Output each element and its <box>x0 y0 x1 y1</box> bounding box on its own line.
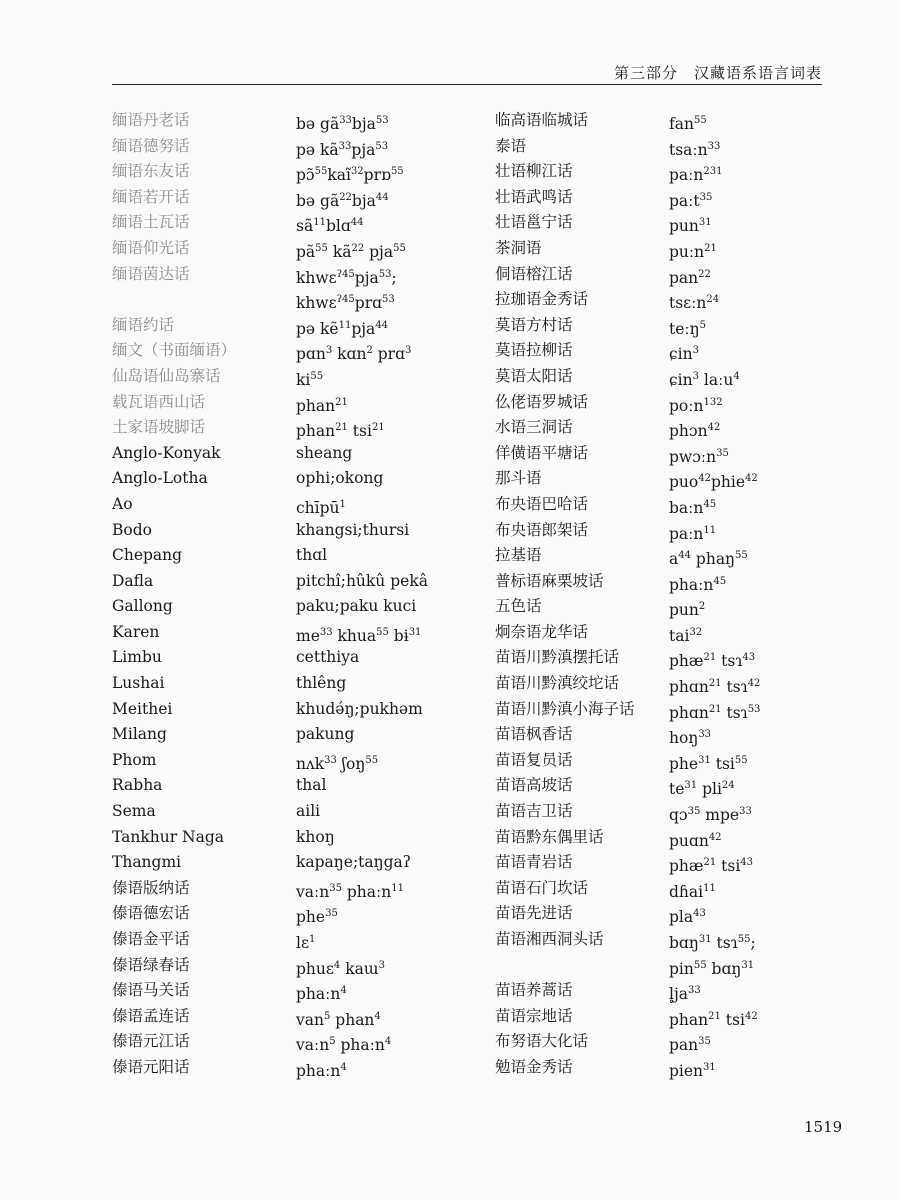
word-form: phɑn$^{21}$ tsɿ$^{53}$ <box>669 703 761 722</box>
word-form: sheang <box>296 443 353 462</box>
word-form: khangsi;thursi <box>296 520 410 539</box>
word-form: pla$^{43}$ <box>669 908 706 927</box>
language-name: Limbu <box>112 648 162 667</box>
word-form: pɑn$^3$ kɑn$^2$ prɑ$^3$ <box>296 345 412 364</box>
entry-row <box>112 108 472 134</box>
entry-row <box>495 748 825 774</box>
language-name: Tankhur Naga <box>112 827 225 846</box>
entry-row <box>112 594 472 620</box>
language-name: 勉语金秀话 <box>495 1057 573 1076</box>
word-form: bə $gã^{22}bja^{44}$ <box>296 191 389 210</box>
language-name: Thangmi <box>112 853 182 872</box>
entry-row <box>112 773 472 799</box>
entry-row <box>495 953 825 979</box>
word-form: paku;paku kuci <box>296 597 417 616</box>
language-name: Sema <box>112 802 156 821</box>
header-title: 第三部分 汉藏语系语言词表 <box>613 64 822 82</box>
language-name: Anglo-Konyak <box>112 443 221 462</box>
word-form: nʌk$^{33}$ ʃoŋ$^{55}$ <box>296 754 379 773</box>
word-form: pɔ̃$^{55}$kaĩ$^{32}$prɒ$^{55}$ <box>296 166 404 185</box>
language-name: 苗语复员话 <box>495 750 573 769</box>
language-name: 傣语绿春话 <box>112 955 190 974</box>
entry-row <box>112 1055 472 1081</box>
word-form: pan$^{22}$ <box>669 268 711 287</box>
word-form: phæ$^{21}$ tsɿ$^{43}$ <box>669 652 756 671</box>
entry-row <box>495 313 825 339</box>
entry-row <box>495 697 825 723</box>
language-name: 载瓦语西山话 <box>112 392 206 411</box>
entry-row <box>112 185 472 211</box>
entry-row <box>495 825 825 851</box>
language-name: Karen <box>112 622 160 641</box>
word-form: khwɛ$^{ʔ45}$pja$^{53}$; <box>296 268 397 287</box>
language-name: 苗语高坡话 <box>495 776 573 795</box>
word-form: phaːn$^4$ <box>296 985 347 1004</box>
word-form: phaːn$^{45}$ <box>669 575 727 594</box>
language-name: Lushai <box>112 674 165 693</box>
language-name: 傣语马关话 <box>112 981 190 1000</box>
entry-row <box>112 543 472 569</box>
language-name: 苗语青岩话 <box>495 853 573 872</box>
entry-row <box>112 466 472 492</box>
language-name: 缅语土瓦话 <box>112 213 190 232</box>
language-name: 拉基语 <box>495 546 542 565</box>
entry-row <box>112 492 472 518</box>
word-form: tsɛːn$^{24}$ <box>669 294 720 313</box>
entry-row <box>495 364 825 390</box>
language-name: 傣语元阳话 <box>112 1057 190 1076</box>
word-form: qɔ$^{35}$ mpe$^{33}$ <box>669 806 752 825</box>
language-name: 炯奈语龙华话 <box>495 622 589 641</box>
word-form: $a^{44}$ phaŋ$^{55}$ <box>669 550 748 569</box>
entry-row <box>495 543 825 569</box>
entry-row <box>495 518 825 544</box>
language-name: 缅语约话 <box>112 315 175 334</box>
entry-row <box>112 645 472 671</box>
entry-row <box>495 262 825 288</box>
language-name: 普标语麻栗坡话 <box>495 571 604 590</box>
entry-row <box>112 441 472 467</box>
language-name: 缅文（书面缅语） <box>112 341 237 360</box>
entry-row <box>495 799 825 825</box>
entry-row <box>112 262 472 288</box>
entry-row <box>495 1004 825 1030</box>
language-name: 苗语湘西洞头话 <box>495 930 604 948</box>
word-form: pə $kã^{33}pja^{53}$ <box>296 140 389 159</box>
language-name: 茶洞语 <box>495 238 542 257</box>
word-form: $sã^{11}blɑ^{44}$ <box>296 217 364 236</box>
language-name: 苗语先进话 <box>495 904 573 923</box>
word-form: ophi;okong <box>296 469 384 488</box>
word-form: vaːn$^5$ phaːn$^4$ <box>296 1036 392 1055</box>
language-name: 壮语柳江话 <box>495 162 573 181</box>
entry-row <box>495 415 825 441</box>
word-form: phɔn$^{42}$ <box>669 422 721 441</box>
page-number: 1519 <box>804 1118 843 1136</box>
language-name: 莫语拉柳话 <box>495 341 573 360</box>
word-form: pun$^{31}$ <box>669 217 712 236</box>
entry-row <box>495 620 825 646</box>
word-form: paːt$^{35}$ <box>669 191 713 210</box>
language-name: 苗语石门坎话 <box>495 878 589 897</box>
language-name: Milang <box>112 725 167 744</box>
entry-row <box>112 850 472 876</box>
word-form: pin$^{55}$ bɑŋ$^{31}$ <box>669 959 755 978</box>
word-form: $pã^{55}$ $kã^{22}$ pja$^{55}$ <box>296 242 406 262</box>
entry-row <box>112 134 472 160</box>
word-form: pwɔːn$^{35}$ <box>669 447 729 466</box>
entry-row <box>112 287 472 313</box>
language-name: 缅语东友话 <box>112 162 190 181</box>
word-form: paːn$^{231}$ <box>669 166 723 185</box>
language-name: 侗语榕江话 <box>495 264 573 283</box>
entry-row <box>112 364 472 390</box>
word-form: cetthiya <box>296 648 360 667</box>
language-name: Anglo-Lotha <box>112 469 208 488</box>
word-form: phæ$^{21}$ tsi$^{43}$ <box>669 857 754 876</box>
left-column <box>112 108 472 1081</box>
language-name: 苗语养蒿话 <box>495 981 573 1000</box>
entry-row <box>495 901 825 927</box>
word-form: thal <box>296 776 327 795</box>
language-name: 苗语川黔滇摆托话 <box>495 648 620 667</box>
language-name: 土家语坡脚话 <box>112 418 206 437</box>
language-name: 布央语巴哈话 <box>495 494 589 513</box>
word-form: lɛ$^1$ <box>296 934 316 953</box>
entry-row <box>495 876 825 902</box>
word-form: teːŋ$^5$ <box>669 319 706 338</box>
word-form: phan$^{21}$ <box>296 396 348 415</box>
language-name: 傣语金平话 <box>112 930 190 948</box>
word-form: hoŋ$^{33}$ <box>669 729 712 748</box>
entry-row <box>495 108 825 134</box>
entry-row <box>112 159 472 185</box>
word-form: $me^{33}$ khua$^{55}$ bɨ$^{31}$ <box>296 626 422 646</box>
language-name: 泰语 <box>495 136 527 155</box>
word-form: khudə́ŋ;pukhəm <box>296 699 423 718</box>
language-name: 苗语吉卫话 <box>495 802 573 821</box>
word-form: poːn$^{132}$ <box>669 396 723 415</box>
language-name: 佯僙语平塘话 <box>495 443 589 462</box>
language-name: 傣语孟连话 <box>112 1006 190 1025</box>
word-form: puːn$^{21}$ <box>669 242 717 262</box>
word-form: pan$^{35}$ <box>669 1036 711 1055</box>
entry-row <box>112 390 472 416</box>
language-name: 布努语大化话 <box>495 1032 589 1051</box>
entry-row <box>112 620 472 646</box>
word-form: baːn$^{45}$ <box>669 498 717 518</box>
word-form: thlêng <box>296 674 347 693</box>
language-name: Meithei <box>112 699 173 718</box>
word-form: pien$^{31}$ <box>669 1061 716 1081</box>
word-form: pakung <box>296 725 355 744</box>
word-form: phan$^{21}$ tsi$^{21}$ <box>296 422 385 441</box>
entry-row <box>495 927 825 953</box>
word-form: phe$^{35}$ <box>296 908 338 927</box>
language-name: 缅语德努话 <box>112 136 190 155</box>
entry-row <box>495 492 825 518</box>
entry-row <box>112 1004 472 1030</box>
word-form: pə kẽ$^{11}$pja$^{44}$ <box>296 319 389 338</box>
entry-row <box>112 825 472 851</box>
word-form: pitchî;hûkû pekâ <box>296 571 428 590</box>
entry-row <box>495 390 825 416</box>
language-name: Dafla <box>112 571 154 590</box>
language-name: 那斗语 <box>495 469 542 488</box>
entry-row <box>495 236 825 262</box>
word-form: vaːn$^{35}$ phaːn$^{11}$ <box>296 882 404 901</box>
word-form: tai$^{32}$ <box>669 626 703 646</box>
word-form: ɕin$^3$ <box>669 345 699 364</box>
word-form: bə $gã^{33}bja^{53}$ <box>296 115 389 134</box>
language-name: Rabha <box>112 776 163 795</box>
language-name: Gallong <box>112 597 173 616</box>
language-name: 傣语版纳话 <box>112 878 190 897</box>
language-name: 苗语川黔滇绞坨话 <box>495 674 620 693</box>
language-name: 缅语茵达话 <box>112 264 190 283</box>
word-form: paːn$^{11}$ <box>669 524 717 543</box>
entry-row <box>112 671 472 697</box>
entry-row <box>495 978 825 1004</box>
language-name: 壮语武鸣话 <box>495 187 573 206</box>
language-name: 水语三洞话 <box>495 418 573 437</box>
entry-row <box>495 210 825 236</box>
word-form: khwɛ$^{ʔ45}$prɑ$^{53}$ <box>296 294 395 313</box>
word-form: ɕin$^3$ laːu$^4$ <box>669 370 740 390</box>
entry-row <box>495 773 825 799</box>
word-form: phɑn$^{21}$ tsɿ$^{42}$ <box>669 678 761 697</box>
entry-row <box>495 850 825 876</box>
language-name: 临高语临城话 <box>495 111 589 129</box>
word-form: bɑŋ$^{31}$ tsɿ$^{55}$; <box>669 934 756 953</box>
entry-row <box>495 722 825 748</box>
entry-row <box>112 338 472 364</box>
word-form: thɑl <box>296 546 328 565</box>
word-form: phuɛ$^4$ kaɯ$^3$ <box>296 959 385 978</box>
word-form: aili <box>296 802 321 821</box>
entry-row <box>112 569 472 595</box>
language-name: 缅语若开话 <box>112 187 190 206</box>
entry-row <box>112 1029 472 1055</box>
word-form: fan$^{55}$ <box>669 115 707 134</box>
entry-row <box>112 313 472 339</box>
word-form: $ki^{55}$ <box>296 370 324 390</box>
word-form: phaːn$^4$ <box>296 1061 347 1081</box>
entry-row <box>495 466 825 492</box>
language-name: 苗语宗地话 <box>495 1006 573 1025</box>
entry-row <box>112 978 472 1004</box>
language-name: Bodo <box>112 520 152 539</box>
language-name: 五色话 <box>495 597 542 616</box>
entry-row <box>495 645 825 671</box>
entry-row <box>112 901 472 927</box>
entry-row <box>495 134 825 160</box>
entry-row <box>495 185 825 211</box>
entry-row <box>112 210 472 236</box>
language-name: 莫语方村话 <box>495 315 573 334</box>
entry-row <box>495 1029 825 1055</box>
language-name: Ao <box>112 494 133 513</box>
word-form: $te^{31}$ pli$^{24}$ <box>669 780 735 799</box>
word-form: kapaŋe;taŋgaʔ <box>296 853 412 872</box>
entry-row <box>495 594 825 620</box>
entry-row <box>112 722 472 748</box>
language-name: 傣语德宏话 <box>112 904 190 923</box>
word-form: $l̥ja^{33}$ <box>669 985 701 1004</box>
entry-row <box>495 441 825 467</box>
right-column <box>495 108 825 1081</box>
entry-row <box>112 953 472 979</box>
entry-row <box>495 569 825 595</box>
language-name: Phom <box>112 750 157 769</box>
language-name: 苗语枫香话 <box>495 725 573 744</box>
language-name: 苗语黔东偶里话 <box>495 827 604 846</box>
language-name: 缅语仰光话 <box>112 238 190 257</box>
word-form: pun$^2$ <box>669 601 706 620</box>
word-form: van$^5$ phan$^4$ <box>296 1010 381 1029</box>
word-form: phan$^{21}$ tsi$^{42}$ <box>669 1010 758 1029</box>
word-form: puɑn$^{42}$ <box>669 831 722 850</box>
language-name: 布央语郎架话 <box>495 520 589 539</box>
entry-row <box>495 338 825 364</box>
entry-row <box>495 1055 825 1081</box>
language-name: 仫佬语罗城话 <box>495 392 589 411</box>
entry-row <box>495 159 825 185</box>
language-name: 苗语川黔滇小海子话 <box>495 699 635 718</box>
entry-row <box>495 287 825 313</box>
entry-row <box>112 799 472 825</box>
entry-row <box>112 748 472 774</box>
language-name: 壮语邕宁话 <box>495 213 573 232</box>
word-form: dɦai$^{11}$ <box>669 882 716 901</box>
entry-row <box>112 415 472 441</box>
entry-row <box>112 236 472 262</box>
running-header <box>110 62 822 86</box>
word-form: chīpū$^1$ <box>296 498 346 518</box>
entry-row <box>112 518 472 544</box>
entry-row <box>112 927 472 953</box>
word-form: tsaːn$^{33}$ <box>669 140 721 159</box>
word-form: puo$^{42}$phie$^{42}$ <box>669 473 758 492</box>
language-name: 莫语太阳话 <box>495 366 573 385</box>
language-name: Chepang <box>112 546 183 565</box>
language-name: 缅语丹老话 <box>112 111 190 129</box>
word-form: phe$^{31}$ tsi$^{55}$ <box>669 754 748 773</box>
language-name: 傣语元江话 <box>112 1032 190 1051</box>
word-form: khoŋ <box>296 827 335 846</box>
entry-row <box>112 876 472 902</box>
entry-row <box>112 697 472 723</box>
entry-row <box>495 671 825 697</box>
language-name: 仙岛语仙岛寨话 <box>112 366 221 385</box>
language-name: 拉珈语金秀话 <box>495 290 589 309</box>
header-rule <box>112 84 822 85</box>
